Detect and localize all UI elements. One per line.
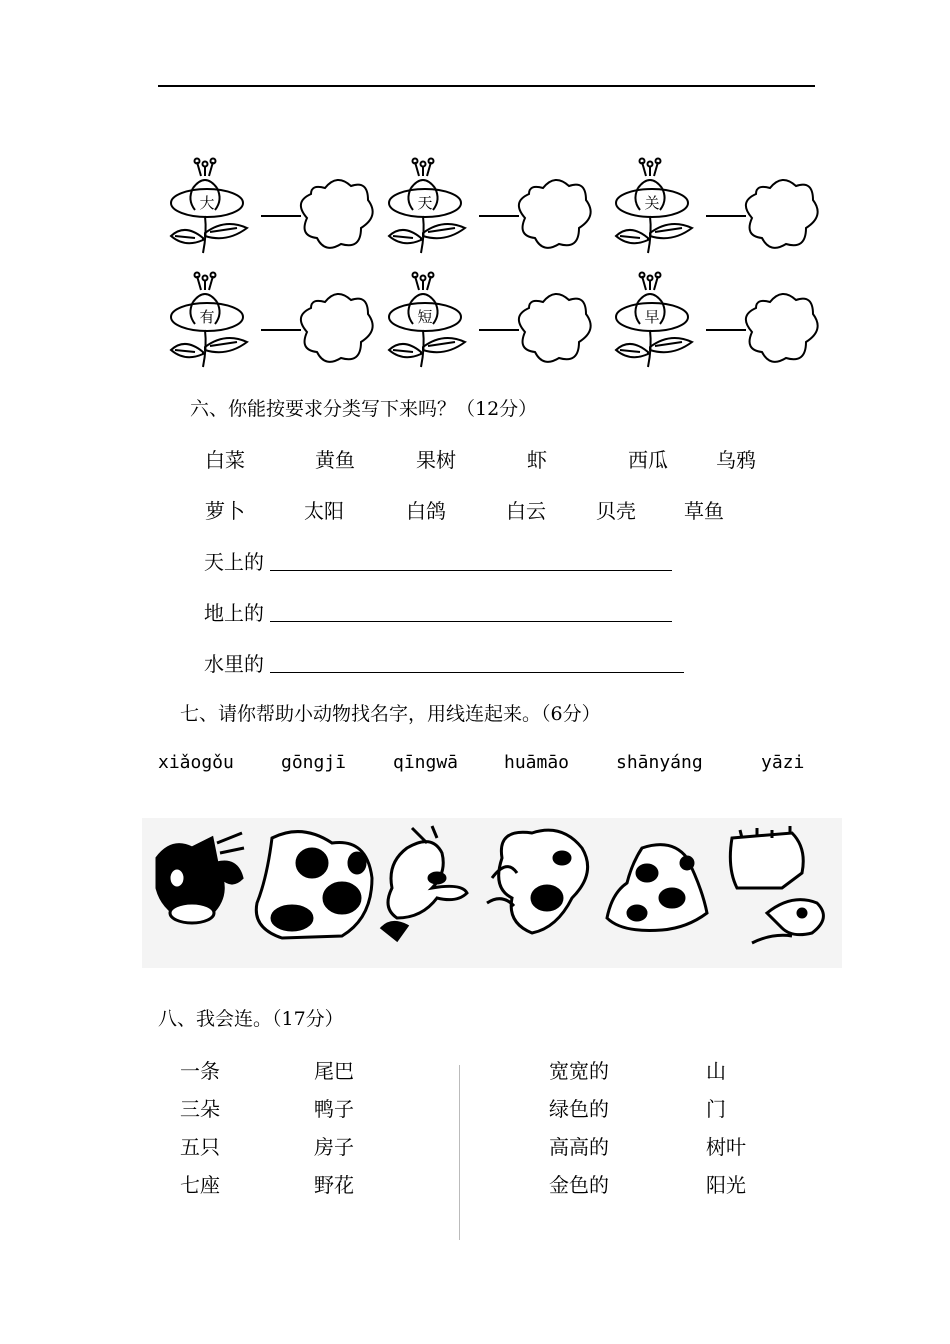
- word-item: 虾: [527, 448, 547, 472]
- section-6-heading: 六、你能按要求分类写下来吗？（12分）: [190, 398, 538, 420]
- flower-row-2: [165, 272, 825, 382]
- match-right-noun[interactable]: 山: [706, 1059, 726, 1083]
- page-top-rule: [158, 85, 815, 87]
- word-item: 白菜: [205, 448, 245, 472]
- antonym-flower-pair: [383, 272, 598, 382]
- prompt-water: 水里的: [204, 652, 264, 676]
- duck-icon[interactable]: [382, 826, 467, 940]
- section-7-heading: 七、请你帮助小动物找名字，用线连起来。（6分）: [180, 703, 601, 725]
- match-right-adjective[interactable]: 宽宽的: [549, 1059, 609, 1083]
- match-left-quantity[interactable]: 七座: [180, 1173, 220, 1197]
- pinyin-label: gōngjī: [281, 752, 347, 773]
- match-left-noun[interactable]: 房子: [314, 1135, 354, 1159]
- match-left-noun[interactable]: 尾巴: [314, 1059, 354, 1083]
- word-item: 果树: [416, 448, 456, 472]
- pinyin-label: yāzi: [761, 752, 805, 773]
- animal-picture-strip: [142, 818, 842, 968]
- match-left-noun[interactable]: 鸭子: [314, 1097, 354, 1121]
- pinyin-label: xiǎogǒu: [158, 752, 234, 773]
- antonym-flower-pair: [610, 272, 825, 382]
- goat-icon[interactable]: [730, 826, 823, 943]
- section-8-heading: 八、我会连。（17分）: [158, 1008, 344, 1030]
- word-item: 太阳: [304, 499, 344, 523]
- pinyin-label: shānyáng: [616, 752, 703, 773]
- flower-row-1: [165, 158, 825, 268]
- word-item: 白云: [506, 499, 546, 523]
- cat-icon[interactable]: [157, 833, 244, 923]
- flower-character: 大: [199, 194, 215, 212]
- match-right-noun[interactable]: 门: [706, 1097, 726, 1121]
- word-item: 西瓜: [628, 448, 668, 472]
- flower-character: 关: [644, 194, 660, 212]
- antonym-answer-flower[interactable]: [526, 188, 584, 244]
- antonym-flower-pair: [610, 158, 825, 268]
- antonym-answer-flower[interactable]: [308, 188, 366, 244]
- answer-line-sky[interactable]: [270, 570, 672, 571]
- match-right-adjective[interactable]: 高高的: [549, 1135, 609, 1159]
- match-right-noun[interactable]: 阳光: [706, 1173, 746, 1197]
- rooster-icon[interactable]: [487, 830, 588, 933]
- word-item: 萝卜: [205, 499, 245, 523]
- match-left-quantity[interactable]: 三朵: [180, 1097, 220, 1121]
- answer-line-water[interactable]: [270, 672, 684, 673]
- column-divider: [459, 1065, 460, 1240]
- flower-character: 短: [417, 308, 433, 326]
- antonym-flower-pair: [383, 158, 598, 268]
- pinyin-label: qīngwā: [393, 752, 459, 773]
- match-left-quantity[interactable]: 一条: [180, 1059, 220, 1083]
- flower-character: 早: [644, 308, 660, 326]
- word-item: 贝壳: [596, 499, 636, 523]
- word-item: 黄鱼: [315, 448, 355, 472]
- word-item: 乌鸦: [716, 448, 756, 472]
- word-item: 草鱼: [684, 499, 724, 523]
- word-item: 白鸽: [406, 499, 446, 523]
- antonym-answer-flower[interactable]: [308, 302, 366, 358]
- match-left-quantity[interactable]: 五只: [180, 1135, 220, 1159]
- prompt-land: 地上的: [204, 601, 264, 625]
- antonym-answer-flower[interactable]: [526, 302, 584, 358]
- pinyin-label: huāmāo: [504, 752, 570, 773]
- dog-icon[interactable]: [256, 832, 372, 938]
- match-left-noun[interactable]: 野花: [314, 1173, 354, 1197]
- flower-character: 天: [417, 194, 433, 212]
- match-right-noun[interactable]: 树叶: [706, 1135, 746, 1159]
- antonym-flower-pair: [165, 272, 380, 382]
- match-right-adjective[interactable]: 绿色的: [549, 1097, 609, 1121]
- antonym-answer-flower[interactable]: [753, 188, 811, 244]
- antonym-flower-pair: [165, 158, 380, 268]
- prompt-sky: 天上的: [204, 550, 264, 574]
- frog-icon[interactable]: [607, 845, 707, 931]
- flower-character: 有: [199, 308, 215, 326]
- antonym-answer-flower[interactable]: [753, 302, 811, 358]
- match-right-adjective[interactable]: 金色的: [549, 1173, 609, 1197]
- answer-line-land[interactable]: [270, 621, 672, 622]
